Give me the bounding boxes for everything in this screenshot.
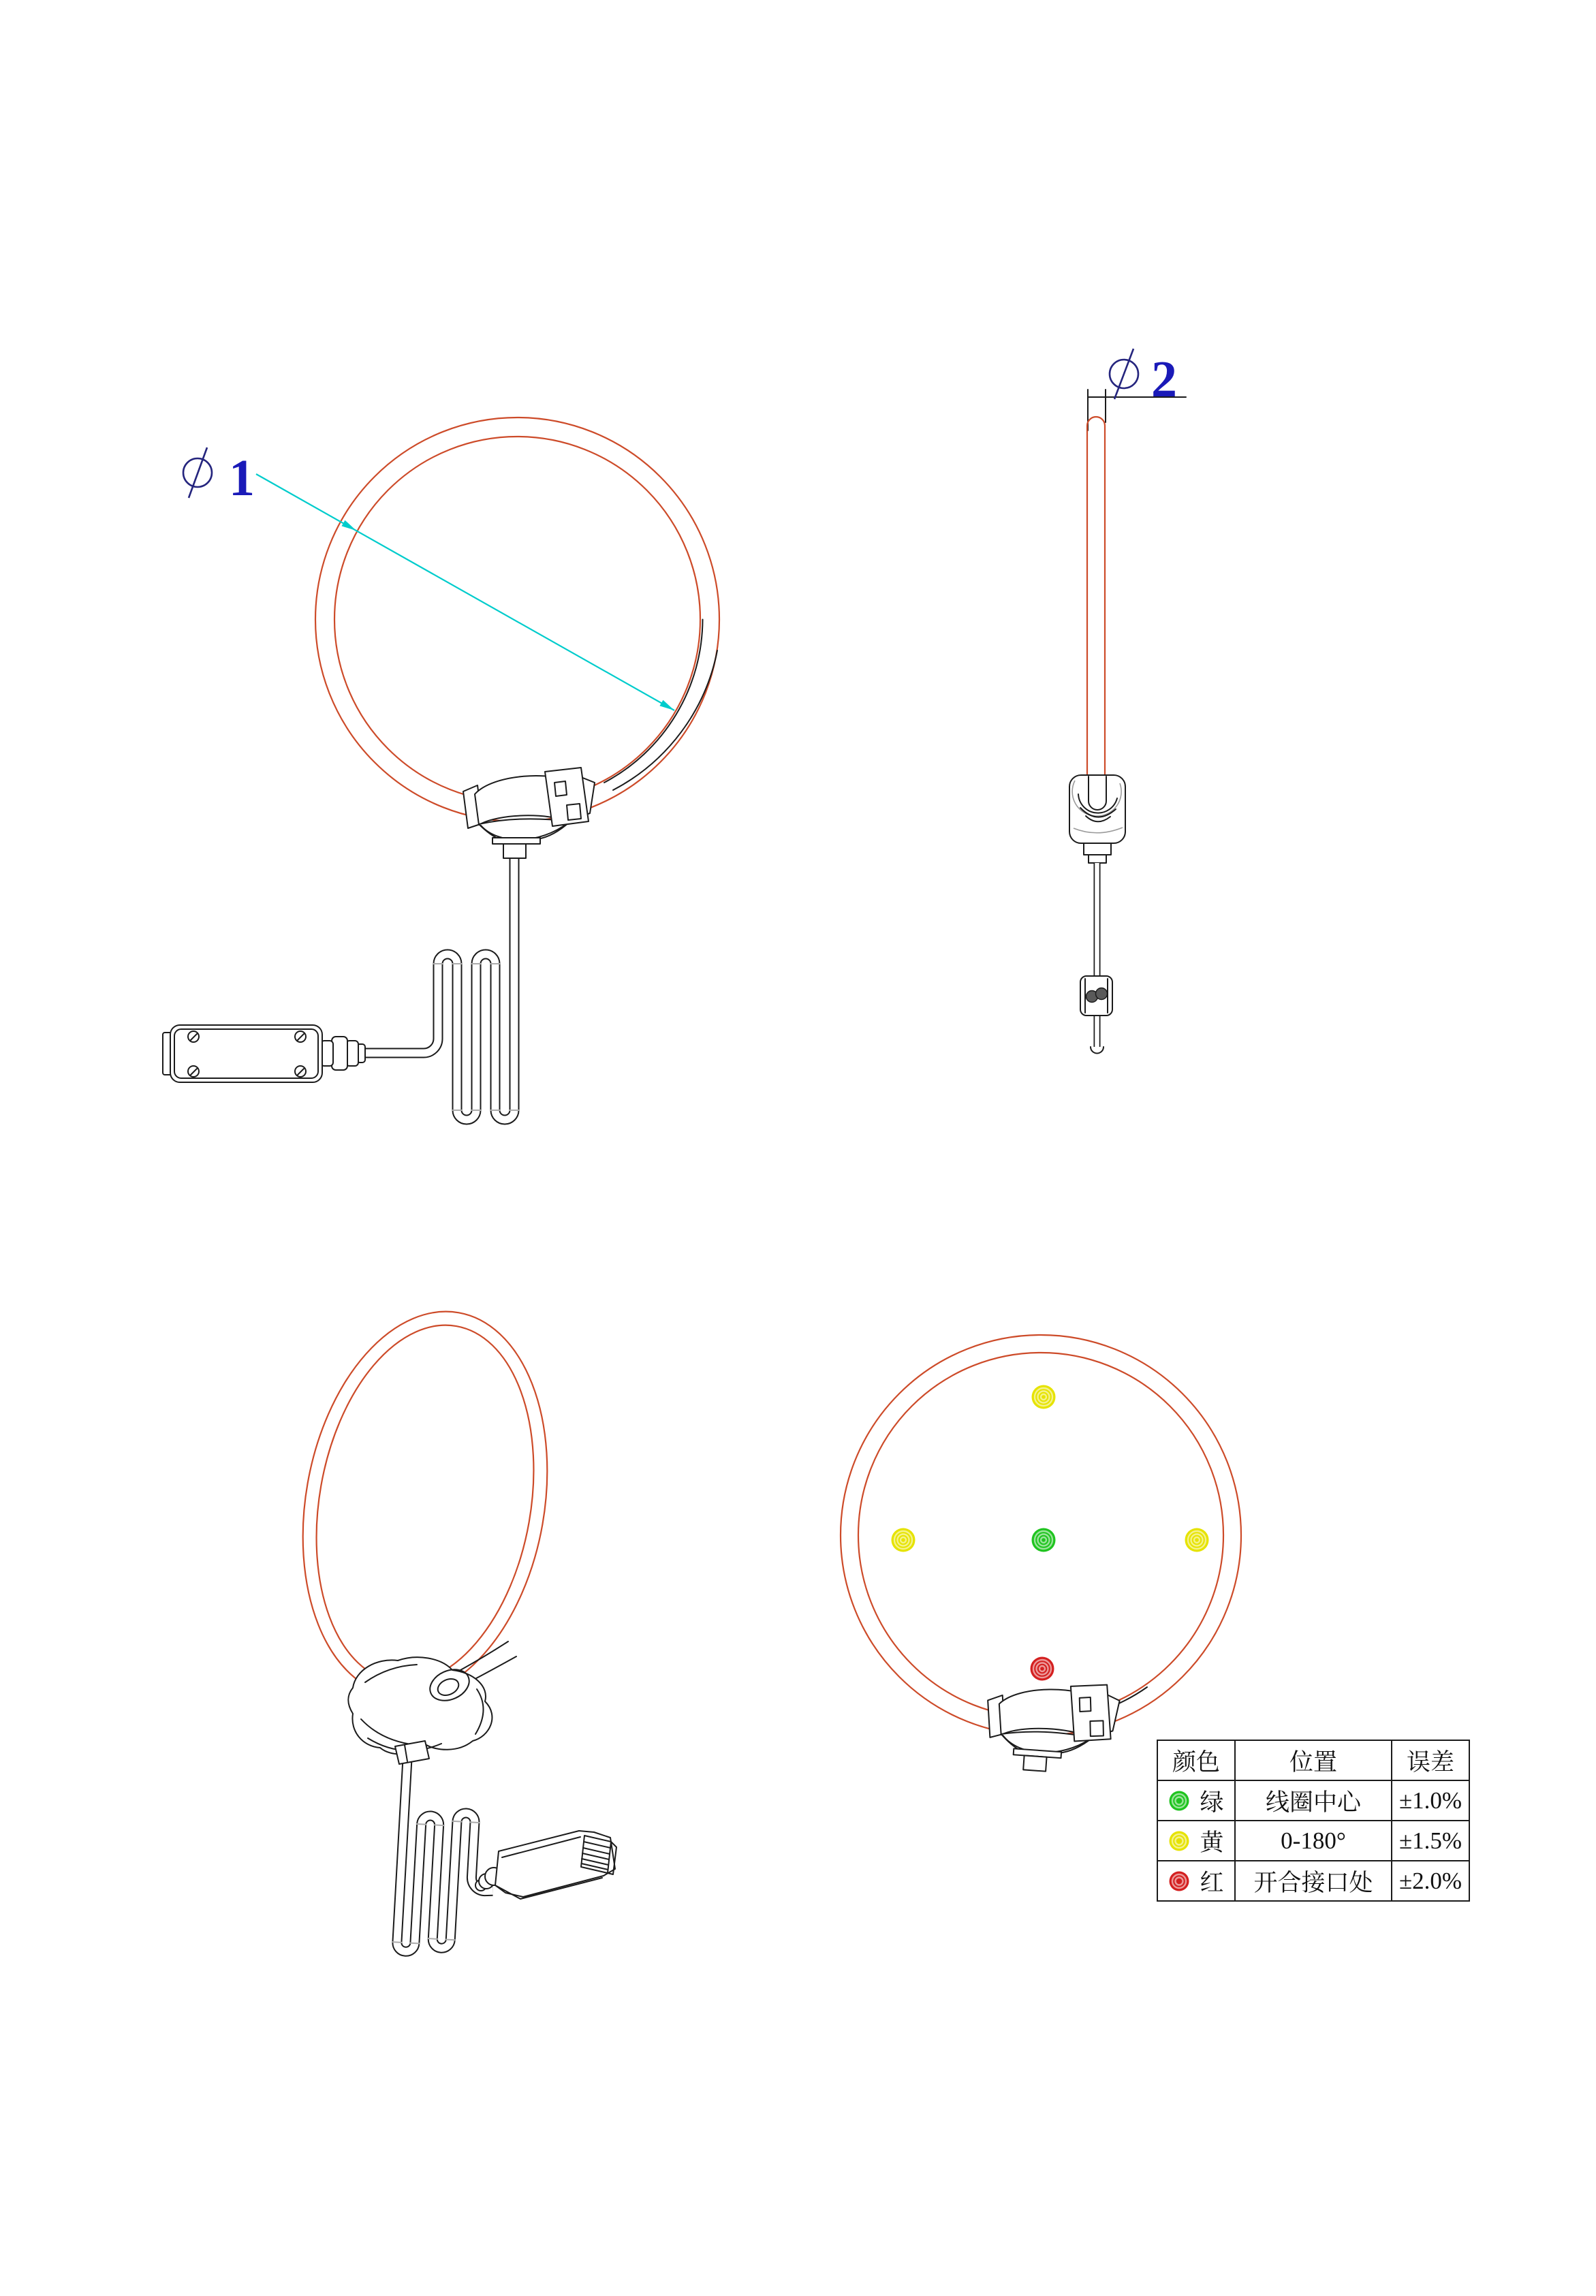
view-marked-coil (841, 1335, 1241, 1776)
diameter-symbol-icon (1110, 349, 1138, 399)
side-cable (1091, 863, 1104, 1054)
connector-detail (1096, 988, 1108, 1000)
legend-row-red (1157, 1861, 1469, 1901)
marker-dot-red-opening (1031, 1657, 1054, 1681)
green-dot-icon (1168, 1790, 1190, 1812)
coil-clasp-iso (348, 1657, 492, 1764)
view-front-coil (163, 418, 719, 1120)
diameter-symbol-icon (183, 447, 212, 498)
screw-icon (188, 1031, 199, 1042)
position-cell: 线圈中心 (1235, 1780, 1392, 1821)
legend-header-error: 误差 (1392, 1740, 1469, 1780)
yellow-dot-icon (1168, 1830, 1190, 1852)
color-name: 黄 (1200, 1829, 1224, 1856)
legend-header-color: 颜色 (1157, 1740, 1235, 1780)
red-dot-icon (1168, 1870, 1190, 1892)
error-cell: ±1.0% (1392, 1780, 1469, 1821)
legend-header-position: 位置 (1235, 1740, 1392, 1780)
marker-dot-yellow-right (1185, 1528, 1209, 1552)
marker-dot-yellow-left (892, 1528, 916, 1552)
color-name: 绿 (1200, 1789, 1224, 1816)
cable-tip (1091, 1047, 1104, 1054)
marker-dot-yellow-top (1032, 1385, 1056, 1409)
coil-ring-outer (315, 418, 719, 821)
dim1-value: 1 (229, 450, 255, 507)
integrator-box-iso (495, 1831, 616, 1899)
screw-icon (295, 1031, 306, 1042)
coil-ring-inner-iso (290, 1308, 560, 1700)
coil-free-end-outline (604, 620, 703, 783)
dim-arrowhead (342, 520, 357, 531)
position-cell: 开合接口处 (1235, 1861, 1392, 1901)
coil-cable (360, 858, 520, 1120)
error-cell: ±1.5% (1392, 1821, 1469, 1861)
error-cell: ±2.0% (1392, 1861, 1469, 1901)
dim-leader-line (256, 474, 674, 710)
position-cell: 0-180° (1235, 1821, 1392, 1861)
color-name: 红 (1200, 1869, 1224, 1896)
legend-header-row (1157, 1740, 1469, 1780)
coil-free-end-outline (460, 1641, 508, 1670)
coil-ring-outer-iso (274, 1292, 576, 1716)
dimension-dia2 (1088, 349, 1186, 430)
accuracy-legend-table (1157, 1740, 1470, 1902)
dimension-dia1 (183, 447, 674, 710)
cable-strain-relief (321, 1037, 365, 1070)
screw-icon (295, 1066, 306, 1077)
screw-icon (188, 1066, 199, 1077)
coil-tube-side (1087, 417, 1105, 776)
coil-clasp-side (1069, 775, 1125, 863)
dim2-value: 2 (1151, 351, 1177, 408)
coil-clasp (983, 1677, 1121, 1776)
coil-ring-inner (334, 437, 700, 802)
legend-row-yellow (1157, 1821, 1469, 1861)
integrator-box-side (1080, 976, 1112, 1016)
coil-cable-iso (391, 1759, 500, 1957)
coil-clasp (463, 768, 595, 858)
dim-arrowhead (659, 700, 674, 710)
integrator-box (163, 1025, 322, 1082)
legend-row-green (1157, 1780, 1469, 1821)
view-iso-coil (274, 1292, 616, 1956)
view-side-coil (1069, 349, 1186, 1054)
marker-dot-green-center (1032, 1528, 1056, 1552)
